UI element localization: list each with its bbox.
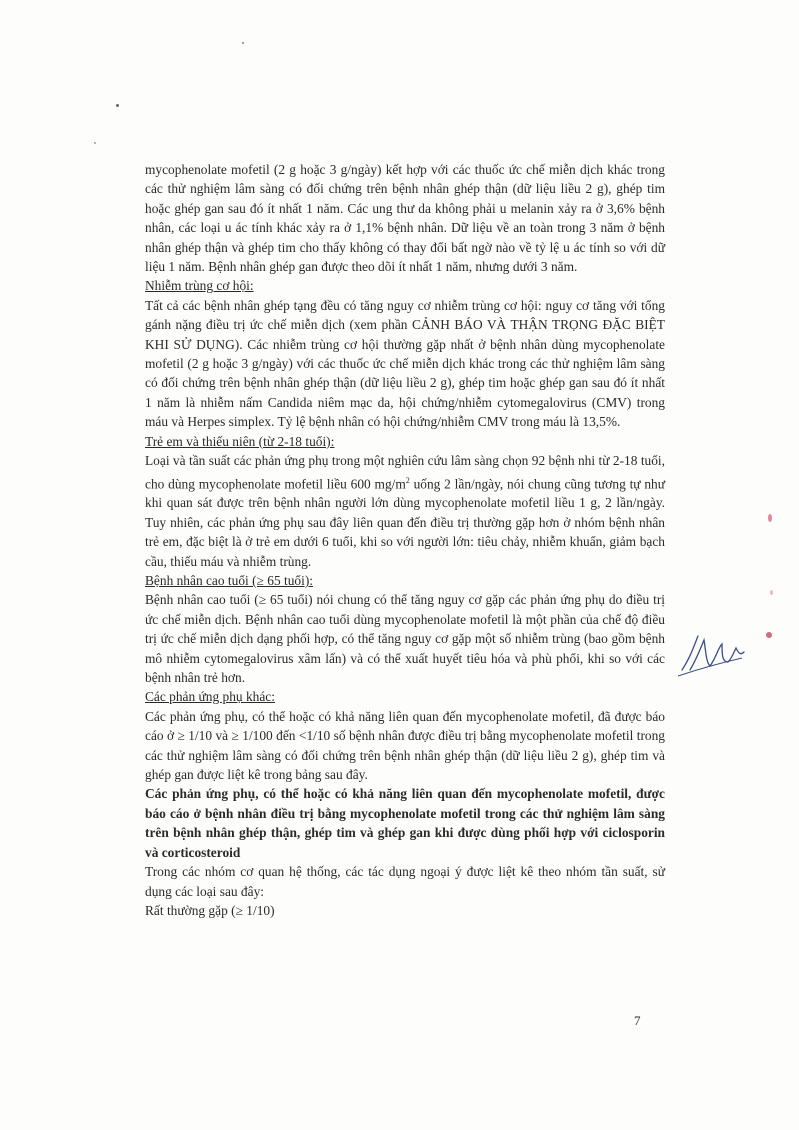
scan-speck-1 — [242, 42, 244, 44]
heading-elderly: Bệnh nhân cao tuổi (≥ 65 tuổi): — [145, 573, 314, 588]
paragraph-malignancy: mycophenolate mofetil (2 g hoặc 3 g/ngày) kết hợp với các thuốc ức chế miễn dịch khác trong các thử nghiệm lâm sàng có đối chứng trên bệnh nhân ghép thận (dữ liệu liều 2 g), ghép tim hoặc ghép gan sau đó ít nhất 1 năm. Các ung thư da không phải u melanin xảy ra ở 3,6% bệnh nhân, các loại u ác tính khác xảy ra ở 1,1% bệnh nhân. Dữ liệu về an toàn trong 3 năm ở bệnh nhân ghép thận và ghép tim cho thấy không có thay đổi bất ngờ nào về tỷ lệ u ác tính so với dữ liệu 1 năm. Bệnh nhân ghép gan được theo dõi ít nhất 1 năm, nhưng dưới 3 năm. — [145, 162, 665, 275]
heading-opportunistic-infections: Nhiễm trùng cơ hội: — [145, 278, 254, 294]
heading-other-reactions: Các phản ứng phụ khác: — [145, 689, 275, 705]
signature-initials — [676, 630, 748, 680]
document-body — [145, 160, 665, 920]
paragraph-children-part2: uống 2 lần/ngày, nói chung cũng tương tự như khi quan sát được trên bệnh nhân người lớn dùng mycophenolate mofetil liều 1 g, 2 lần/ngày. Tuy nhiên, các phản ứng phụ sau đây liên quan đến điều trị thường gặp hơn ở nhóm bệnh nhân trẻ em, đặc biệt là ở trẻ em dưới 6 tuổi, khi so với người lớn: tiêu chảy, nhiễm khuẩn, giảm bạch cầu, thiếu máu và nhiễm trùng. — [145, 475, 665, 569]
paragraph-very-common: Rất thường gặp (≥ 1/10) — [145, 902, 275, 918]
paragraph-table-caption: Các phản ứng phụ, có thể hoặc có khả năng liên quan đến mycophenolate mofetil, được báo cáo ở bệnh nhân điều trị bằng mycophenolate mofetil trong các thử nghiệm lâm sàng trên bệnh nhân ghép thận, ghép tim và ghép gan khi được dùng phối hợp với ciclosporin và corticosteroid — [145, 786, 665, 860]
heading-children: Trẻ em và thiếu niên (từ 2-18 tuổi): — [145, 433, 335, 449]
paragraph-children-part1: Loại và tần suất các phản ứng phụ trong một nghiên cứu lâm sàng chọn 92 bệnh nhi từ 2-18 tuổi, cho dùng mycophenolate mofetil liều 600 mg/m — [145, 453, 665, 491]
paragraph-other-reactions: Các phản ứng phụ, có thể hoặc có khả năng liên quan đến mycophenolate mofetil, đã được báo cáo ở ≥ 1/10 và ≥ 1/100 đến <1/10 số bệnh nhân được điều trị bằng mycophenolate mofetil trong các thử nghiệm lâm sàng có đối chứng trên bệnh nhân ghép thận (dữ liệu liều 2 g), ghép tim và ghép gan được liệt kê trong bảng sau đây. — [145, 708, 665, 783]
stamp-mark-1 — [768, 514, 772, 522]
superscript-2: 2 — [405, 475, 410, 485]
paragraph-frequency-intro: Trong các nhóm cơ quan hệ thống, các tác dụng ngoại ý được liệt kê theo nhóm tần suất, sử dụng các loại sau đây: — [145, 864, 665, 899]
paragraph-children — [145, 451, 665, 571]
scan-speck-2 — [116, 104, 119, 107]
paragraph-elderly: Bệnh nhân cao tuổi (≥ 65 tuổi) nói chung có thể tăng nguy cơ gặp các phản ứng phụ do điều trị ức chế miễn dịch. Bệnh nhân cao tuổi dùng mycophenolate mofetil là một phần của chế độ điều trị ức chế miễn dịch dạng phối hợp, có thể tăng nguy cơ gặp một số nhiễm trùng (bao gồm bệnh mô nhiễm cytomegalovirus xâm lấn) và có thể xuất huyết tiêu hóa và phù phổi, khi so với các bệnh nhân trẻ hơn. — [145, 592, 665, 686]
paragraph-opportunistic-infections: Tất cả các bệnh nhân ghép tạng đều có tăng nguy cơ nhiễm trùng cơ hội: nguy cơ tăng với tổng gánh nặng điều trị ức chế miễn dịch (xem phần CẢNH BÁO VÀ THẬN TRỌNG ĐẶC BIỆT KHI SỬ DỤNG). Các nhiễm trùng cơ hội thường gặp nhất ở bệnh nhân dùng mycophenolate mofetil (2 g hoặc 3 g/ngày) với các thuốc ức chế miễn dịch khác trong các thử nghiệm lâm sàng có đối chứng trên bệnh nhân ghép thận (dữ liệu liều 2 g), ghép tim hoặc ghép gan sau đó ít nhất 1 năm là nhiễm nấm Candida niêm mạc da, hội chứng/nhiễm cytomegalovirus (CMV) trong máu và Herpes simplex. Tỷ lệ bệnh nhân có hội chứng/nhiễm CMV trong máu là 13,5%. — [145, 297, 665, 430]
page-number: 7 — [634, 1013, 641, 1028]
stamp-mark-2 — [770, 590, 773, 595]
scan-speck-3 — [94, 142, 96, 144]
stamp-mark-3 — [766, 632, 772, 638]
